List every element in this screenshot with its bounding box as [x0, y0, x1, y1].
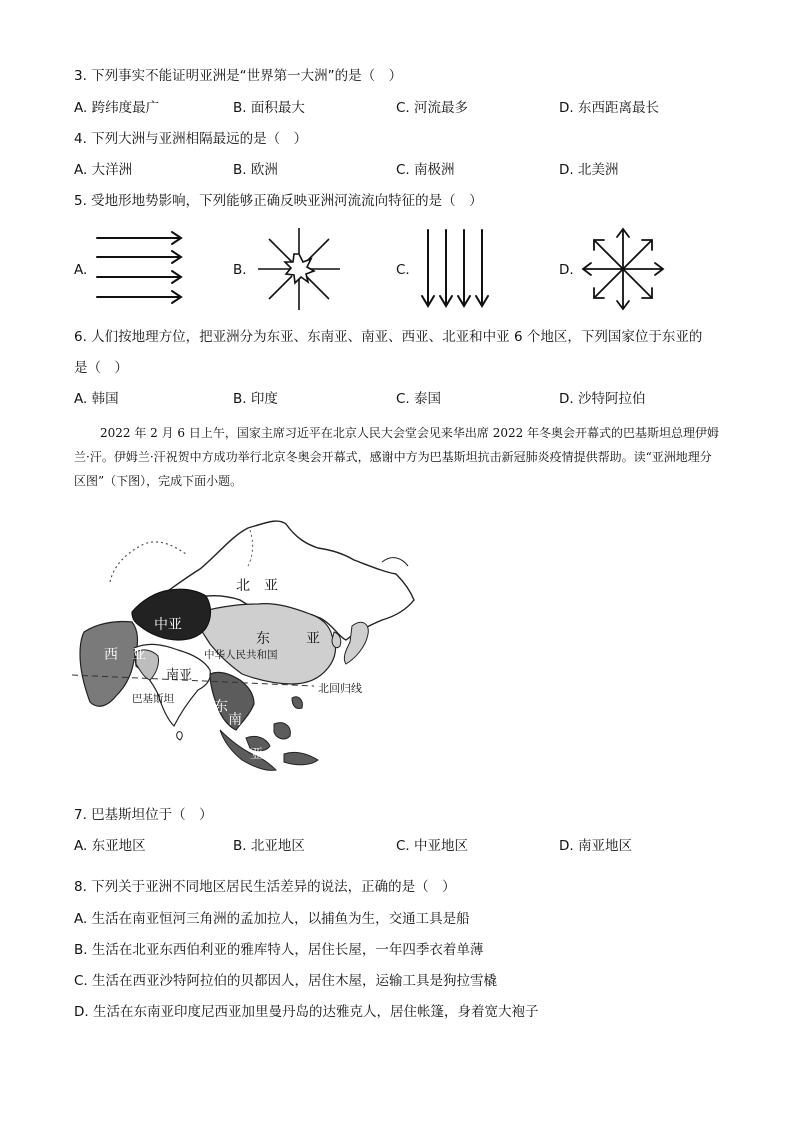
question-5-option-d-label[interactable]: D.: [559, 262, 574, 278]
north-asia-label: 北 亚: [236, 578, 278, 594]
west-asia-label: 西 亚: [104, 647, 146, 663]
south-asia-label: 南亚: [166, 668, 193, 683]
question-6-stem-line-2: 是（ ）: [74, 360, 128, 376]
question-6-option-b[interactable]: B. 印度: [233, 391, 278, 407]
question-8-option-d[interactable]: D. 生活在东南亚印度尼西亚加里曼丹岛的达雅克人，居住帐篷，身着宽大袍子: [74, 1004, 539, 1020]
converging-arrows-icon[interactable]: [256, 226, 342, 312]
question-4-option-b[interactable]: B. 欧洲: [233, 162, 278, 178]
question-5-option-c-label[interactable]: C.: [396, 262, 410, 278]
question-3-stem: 3. 下列事实不能证明亚洲是“世界第一大洲”的是（ ）: [74, 68, 403, 84]
question-3-option-a[interactable]: A. 跨纬度最广: [74, 100, 160, 116]
question-3-option-b[interactable]: B. 面积最大: [233, 100, 305, 116]
question-7-option-d[interactable]: D. 南亚地区: [559, 838, 632, 854]
southeast-asia-label-2: 南: [228, 712, 242, 728]
question-7-option-b[interactable]: B. 北亚地区: [233, 838, 305, 854]
question-8-option-b[interactable]: B. 生活在北亚东西伯利亚的雅库特人，居住长屋，一年四季衣着单薄: [74, 942, 484, 958]
question-7-stem: 7. 巴基斯坦位于（ ）: [74, 807, 213, 823]
question-6-stem-line-1: 6. 人们按地理方位，把亚洲分为东亚、东南亚、南亚、西亚、北亚和中亚 6 个地区，下列国家位于东亚的: [74, 329, 703, 345]
question-5-option-a-label[interactable]: A.: [74, 262, 88, 278]
west-asia-region: [80, 621, 138, 706]
question-6-option-a[interactable]: A. 韩国: [74, 391, 119, 407]
question-3-option-c[interactable]: C. 河流最多: [396, 100, 469, 116]
reading-passage: 2022 年 2 月 6 日上午，国家主席习近平在北京人民大会堂会见来华出席 2022 年冬奥会开幕式的巴基斯坦总理伊姆兰·汗。伊姆兰·汗祝贺中方成功举行北京冬奥会开幕式，感谢中方为巴基斯坦抗击新冠肺炎疫情提供帮助。读“亚洲地理分区图”（下图），完成下面小题。: [74, 426, 720, 488]
question-4-option-a[interactable]: A. 大洋洲: [74, 162, 133, 178]
east-asia-label-1: 东: [256, 631, 270, 647]
question-7-option-c[interactable]: C. 中亚地区: [396, 838, 469, 854]
question-7-option-a[interactable]: A. 东亚地区: [74, 838, 146, 854]
question-5-option-b-label[interactable]: B.: [233, 262, 247, 278]
china-label: 中华人民共和国: [204, 649, 278, 661]
asia-regions-map: [70, 514, 430, 784]
question-6-option-d[interactable]: D. 沙特阿拉伯: [559, 391, 646, 407]
southeast-asia-label-1: 东: [214, 699, 228, 715]
southeast-asia-label-3: 亚: [250, 747, 264, 762]
question-4-stem: 4. 下列大洲与亚洲相隔最远的是（ ）: [74, 131, 308, 147]
question-8-stem: 8. 下列关于亚洲不同地区居民生活差异的说法，正确的是（ ）: [74, 879, 456, 895]
parallel-east-arrows-icon[interactable]: [94, 228, 186, 308]
question-5-stem: 5. 受地形地势影响，下列能够正确反映亚洲河流流向特征的是（ ）: [74, 193, 483, 209]
question-3-option-d[interactable]: D. 东西距离最长: [559, 100, 659, 116]
east-asia-label-2: 亚: [306, 631, 320, 647]
question-8-option-a[interactable]: A. 生活在南亚恒河三角洲的孟加拉人，以捕鱼为生，交通工具是船: [74, 911, 470, 927]
question-4-option-c[interactable]: C. 南极洲: [396, 162, 455, 178]
question-6-option-c[interactable]: C. 泰国: [396, 391, 442, 407]
question-4-option-d[interactable]: D. 北美洲: [559, 162, 619, 178]
tropic-of-cancer-label: 北回归线: [318, 682, 362, 695]
pakistan-label: 巴基斯坦: [132, 693, 174, 705]
question-8-option-c[interactable]: C. 生活在西亚沙特阿拉伯的贝都因人，居住木屋，运输工具是狗拉雪橇: [74, 973, 498, 989]
central-asia-label: 中亚: [154, 617, 182, 633]
radiating-arrows-icon[interactable]: [580, 226, 666, 312]
parallel-south-arrows-icon[interactable]: [418, 228, 492, 310]
